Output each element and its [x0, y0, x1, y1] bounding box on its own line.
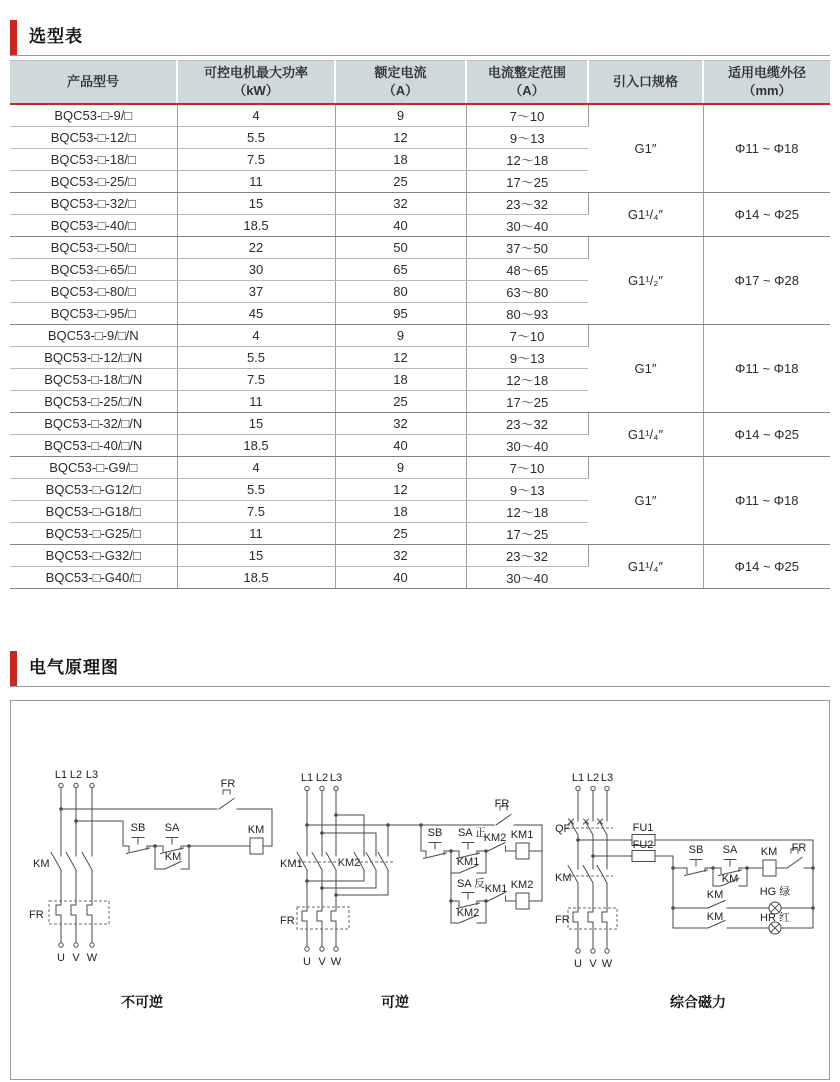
- range-cell: 80～93: [466, 303, 588, 325]
- circuit-combined-diagram: [555, 761, 825, 1016]
- label-l3: L3: [85, 769, 99, 781]
- col-header-power: 可控电机最大功率 （kW）: [177, 61, 335, 105]
- current-cell: 32: [335, 545, 466, 567]
- label-w: W: [86, 952, 98, 964]
- range-cell: 37～50: [466, 237, 588, 259]
- power-cell: 18.5: [177, 215, 335, 237]
- range-cell: 17～25: [466, 391, 588, 413]
- current-cell: 32: [335, 193, 466, 215]
- label-hr-red-lamp: HR 红: [760, 912, 790, 924]
- current-cell: 18: [335, 369, 466, 391]
- range-cell: 30～40: [466, 215, 588, 237]
- range-cell: 9～13: [466, 347, 588, 369]
- label-l2: L2: [69, 769, 83, 781]
- range-cell: 23～32: [466, 413, 588, 435]
- model-cell: BQC53-□-80/□: [10, 281, 177, 303]
- label-km1-interlock: KM1: [484, 883, 508, 895]
- label-fr: FR: [220, 778, 236, 790]
- label-sa-forward: SA 正: [457, 827, 487, 839]
- table-row: [10, 193, 830, 215]
- current-cell: 25: [335, 391, 466, 413]
- current-cell: 18: [335, 501, 466, 523]
- circuit-nonreversible-diagram: [25, 761, 285, 1016]
- range-cell: 12～18: [466, 501, 588, 523]
- label-km1-coil: KM1: [510, 829, 534, 841]
- col-header-setting-range: 电流整定范围 （A）: [466, 61, 588, 105]
- current-cell: 18: [335, 149, 466, 171]
- model-cell: BQC53-□-40/□/N: [10, 435, 177, 457]
- power-cell: 11: [177, 171, 335, 193]
- label-l1: L1: [571, 772, 585, 784]
- power-cell: 5.5: [177, 347, 335, 369]
- label-v: V: [318, 956, 326, 968]
- power-cell: 5.5: [177, 479, 335, 501]
- inlet-cell: G1¹/₄″: [588, 545, 703, 589]
- inlet-cell: G1¹/₄″: [588, 413, 703, 457]
- label-km: KM: [33, 858, 50, 870]
- range-cell: 9～13: [466, 479, 588, 501]
- model-cell: BQC53-□-95/□: [10, 303, 177, 325]
- label-km-contact: KM: [706, 889, 724, 901]
- label-w: W: [601, 958, 613, 970]
- current-cell: 12: [335, 347, 466, 369]
- range-cell: 63～80: [466, 281, 588, 303]
- caption-reversible: 可逆: [381, 994, 409, 1010]
- model-cell: BQC53-□-50/□: [10, 237, 177, 259]
- range-cell: 7～10: [466, 104, 588, 127]
- red-accent-bar: [10, 20, 17, 55]
- wiring: [293, 786, 542, 951]
- power-cell: 4: [177, 457, 335, 479]
- power-cell: 22: [177, 237, 335, 259]
- power-cell: 15: [177, 413, 335, 435]
- label-sb: SB: [688, 844, 704, 856]
- label-km1-aux: KM1: [456, 856, 480, 868]
- label-sa: SA: [164, 822, 180, 834]
- current-cell: 40: [335, 435, 466, 457]
- label-km1: KM1: [280, 858, 303, 870]
- cable-cell: Φ17 ~ Φ28: [703, 237, 830, 325]
- cable-cell: Φ14 ~ Φ25: [703, 545, 830, 589]
- section-title-selection: 选型表: [29, 27, 83, 46]
- label-w: W: [330, 956, 342, 968]
- label-u: U: [303, 956, 311, 968]
- model-cell: BQC53-□-32/□/N: [10, 413, 177, 435]
- current-cell: 25: [335, 171, 466, 193]
- power-cell: 7.5: [177, 369, 335, 391]
- model-cell: BQC53-□-18/□/N: [10, 369, 177, 391]
- label-km2-coil: KM2: [510, 879, 534, 891]
- cable-cell: Φ11 ~ Φ18: [703, 104, 830, 193]
- section-header-selection: [10, 20, 830, 56]
- model-cell: BQC53-□-G9/□: [10, 457, 177, 479]
- label-l3: L3: [329, 772, 343, 784]
- range-cell: 17～25: [466, 523, 588, 545]
- red-accent-bar: [10, 651, 17, 686]
- table-row: [10, 545, 830, 567]
- power-cell: 4: [177, 104, 335, 127]
- caption-nonreversible: 不可逆: [121, 994, 163, 1010]
- range-cell: 12～18: [466, 369, 588, 391]
- range-cell: 30～40: [466, 435, 588, 457]
- circuit-reversible-diagram: [280, 761, 580, 1016]
- power-cell: 45: [177, 303, 335, 325]
- inlet-cell: G1¹/₄″: [588, 193, 703, 237]
- label-l2: L2: [586, 772, 600, 784]
- model-cell: BQC53-□-9/□: [10, 104, 177, 127]
- power-cell: 4: [177, 325, 335, 347]
- table-row: [10, 457, 830, 479]
- wiring: [566, 786, 815, 953]
- range-cell: 30～40: [466, 567, 588, 589]
- model-cell: BQC53-□-65/□: [10, 259, 177, 281]
- label-sb: SB: [427, 827, 443, 839]
- table-body: [10, 104, 830, 589]
- inlet-cell: G1″: [588, 457, 703, 545]
- cable-cell: Φ14 ~ Φ25: [703, 193, 830, 237]
- section-title-schematic: 电气原理图: [29, 658, 119, 677]
- model-cell: BQC53-□-12/□/N: [10, 347, 177, 369]
- label-l1: L1: [300, 772, 314, 784]
- label-fr: FR: [791, 842, 807, 854]
- power-cell: 18.5: [177, 435, 335, 457]
- current-cell: 32: [335, 413, 466, 435]
- label-fu1: FU1: [632, 822, 654, 834]
- current-cell: 9: [335, 104, 466, 127]
- range-cell: 7～10: [466, 325, 588, 347]
- label-fu2: FU2: [632, 839, 654, 851]
- power-cell: 37: [177, 281, 335, 303]
- current-cell: 25: [335, 523, 466, 545]
- model-cell: BQC53-□-9/□/N: [10, 325, 177, 347]
- section-header-schematic: [10, 651, 830, 687]
- power-cell: 11: [177, 391, 335, 413]
- table-row: [10, 237, 830, 259]
- current-cell: 50: [335, 237, 466, 259]
- range-cell: 7～10: [466, 457, 588, 479]
- model-cell: BQC53-□-G25/□: [10, 523, 177, 545]
- power-cell: 7.5: [177, 149, 335, 171]
- current-cell: 95: [335, 303, 466, 325]
- current-cell: 65: [335, 259, 466, 281]
- range-cell: 23～32: [466, 193, 588, 215]
- label-fr: FR: [555, 914, 570, 926]
- cable-cell: Φ11 ~ Φ18: [703, 457, 830, 545]
- model-cell: BQC53-□-G40/□: [10, 567, 177, 589]
- range-cell: 17～25: [466, 171, 588, 193]
- label-km-coil: KM: [760, 846, 778, 858]
- label-sa: SA: [722, 844, 738, 856]
- inlet-cell: G1¹/₂″: [588, 237, 703, 325]
- col-header-cable-od: 适用电缆外径 （mm）: [703, 61, 830, 105]
- label-l2: L2: [315, 772, 329, 784]
- label-km2: KM2: [337, 857, 361, 869]
- label-hg-green-lamp: HG 绿: [759, 886, 791, 898]
- selection-table: [10, 60, 830, 589]
- label-sb: SB: [130, 822, 146, 834]
- power-cell: 5.5: [177, 127, 335, 149]
- model-cell: BQC53-□-12/□: [10, 127, 177, 149]
- table-row: [10, 413, 830, 435]
- range-cell: 12～18: [466, 149, 588, 171]
- model-cell: BQC53-□-25/□: [10, 171, 177, 193]
- label-v: V: [589, 958, 597, 970]
- current-cell: 9: [335, 325, 466, 347]
- label-km2-aux: KM2: [456, 907, 480, 919]
- table-row: [10, 325, 830, 347]
- range-cell: 9～13: [466, 127, 588, 149]
- table-row: [10, 104, 830, 127]
- power-cell: 11: [177, 523, 335, 545]
- power-cell: 18.5: [177, 567, 335, 589]
- model-cell: BQC53-□-G12/□: [10, 479, 177, 501]
- label-u: U: [57, 952, 65, 964]
- model-cell: BQC53-□-25/□/N: [10, 391, 177, 413]
- current-cell: 40: [335, 567, 466, 589]
- model-cell: BQC53-□-32/□: [10, 193, 177, 215]
- col-header-model: 产品型号: [10, 61, 177, 105]
- current-cell: 12: [335, 127, 466, 149]
- inlet-cell: G1″: [588, 325, 703, 413]
- wiring: [49, 783, 272, 947]
- model-cell: BQC53-□-G18/□: [10, 501, 177, 523]
- range-cell: 48～65: [466, 259, 588, 281]
- label-fr: FR: [494, 798, 510, 810]
- current-cell: 9: [335, 457, 466, 479]
- power-cell: 7.5: [177, 501, 335, 523]
- label-km: KM: [555, 872, 572, 884]
- model-cell: BQC53-□-18/□: [10, 149, 177, 171]
- caption-combined: 综合磁力: [670, 994, 726, 1010]
- label-qf: QF: [555, 823, 571, 835]
- label-km-aux: KM: [721, 873, 739, 885]
- table-header-row: [10, 61, 830, 105]
- inlet-cell: G1″: [588, 104, 703, 193]
- label-sa-reverse: SA 反: [456, 878, 486, 890]
- col-header-rated-current: 额定电流 （A）: [335, 61, 466, 105]
- schematic-box: [10, 700, 830, 1080]
- label-km-contact: KM: [706, 911, 724, 923]
- model-cell: BQC53-□-G32/□: [10, 545, 177, 567]
- label-l1: L1: [54, 769, 68, 781]
- power-cell: 15: [177, 193, 335, 215]
- range-cell: 23～32: [466, 545, 588, 567]
- power-cell: 30: [177, 259, 335, 281]
- power-cell: 15: [177, 545, 335, 567]
- current-cell: 12: [335, 479, 466, 501]
- model-cell: BQC53-□-40/□: [10, 215, 177, 237]
- cable-cell: Φ11 ~ Φ18: [703, 325, 830, 413]
- current-cell: 80: [335, 281, 466, 303]
- label-fr: FR: [29, 909, 44, 921]
- label-l3: L3: [600, 772, 614, 784]
- label-fr: FR: [280, 915, 295, 927]
- label-km2-interlock: KM2: [483, 832, 507, 844]
- cable-cell: Φ14 ~ Φ25: [703, 413, 830, 457]
- col-header-inlet-spec: 引入口规格: [588, 61, 703, 105]
- label-u: U: [574, 958, 582, 970]
- label-km-aux: KM: [164, 851, 182, 863]
- label-v: V: [72, 952, 80, 964]
- label-km-coil: KM: [247, 824, 265, 836]
- current-cell: 40: [335, 215, 466, 237]
